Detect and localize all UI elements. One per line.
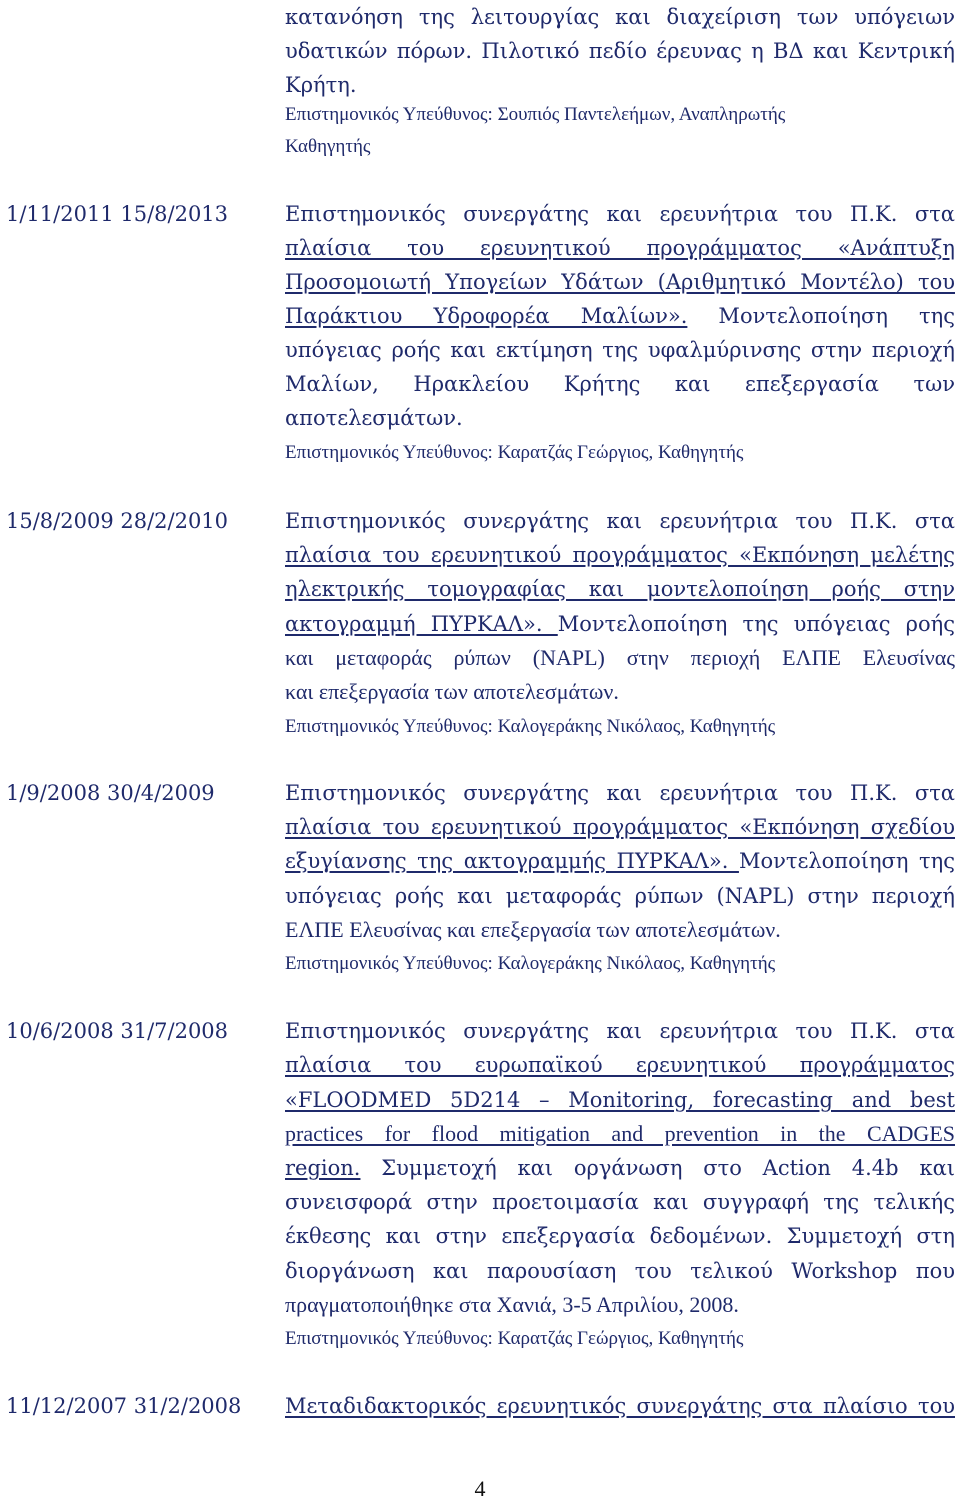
- project-title-line: πλαίσια του ερευνητικού προγράμματος «Εκπόνηση μελέτης: [285, 543, 955, 567]
- description-start: Μοντελοποίηση της υπόγειας ροής: [557, 612, 955, 636]
- body-line: υπόγειας ροής και εκτίμηση της υφαλμύρινσης στην περιοχή: [285, 338, 955, 362]
- description-start: Συμμετοχή και οργάνωση στο Action 4.4b και: [360, 1156, 955, 1180]
- project-title-line: πλαίσια του ευρωπαϊκού ερευνητικού προγράμματος: [285, 1053, 955, 1077]
- project-title-line: practices for flood mitigation and prevention in the CADGES: [285, 1121, 955, 1146]
- body-line: [285, 1151, 955, 1185]
- body-line: [285, 299, 955, 333]
- body-line: ΕΛΠΕ Ελευσίνας και επεξεργασία των αποτελεσμάτων.: [285, 917, 781, 942]
- entry-dates: 1/11/2011 15/8/2013: [6, 202, 229, 226]
- body-line: Μαλίων, Ηρακλείου Κρήτης και επεξεργασία των: [285, 372, 955, 396]
- body-line: [285, 607, 955, 641]
- entry-dates: 15/8/2009 28/2/2010: [6, 509, 229, 533]
- project-title-end: εξυγίανσης της ακτογραμμής ΠΥΡΚΑΛ».: [285, 849, 739, 873]
- body-line: υπόγειας ροής και μεταφοράς ρύπων (NAPL) στην περιοχή: [285, 884, 955, 908]
- body-line: έκθεσης και στην επεξεργασία δεδομένων. Συμμετοχή στη: [285, 1224, 955, 1248]
- project-title-end: Παράκτιου Υδροφορέα Μαλίων».: [285, 304, 688, 328]
- body-line: Επιστημονικός συνεργάτης και ερευνήτρια του Π.Κ. στα: [285, 202, 955, 226]
- project-title-end: region.: [285, 1156, 361, 1180]
- body-line: Επιστημονικός συνεργάτης και ερευνήτρια του Π.Κ. στα: [285, 1019, 955, 1043]
- entry-dates: 11/12/2007 31/2/2008: [6, 1394, 242, 1418]
- project-title-line: Μεταδιδακτορικός ερευνητικός συνεργάτης στα πλαίσιο του: [285, 1394, 955, 1418]
- body-line: συνεισφορά στην προετοιμασία και συγγραφή της τελικής: [285, 1190, 955, 1214]
- body-line: και μεταφοράς ρύπων (NAPL) στην περιοχή ΕΛΠΕ Ελευσίνας: [285, 645, 955, 670]
- project-title-end: ακτογραμμή ΠΥΡΚΑΛ».: [285, 612, 558, 636]
- project-title-line: Προσομοιωτή Υπογείων Υδάτων (Αριθμητικό Μοντέλο) του: [285, 270, 955, 294]
- body-line: αποτελεσμάτων.: [285, 406, 463, 430]
- supervisor-line: Επιστημονικός Υπεύθυνος: Καλογεράκης Νικόλαος, Καθηγητής: [285, 716, 776, 737]
- project-title-line: πλαίσια του ερευνητικού προγράμματος «Ανάπτυξη: [285, 236, 955, 260]
- description-start: Μοντελοποίηση της: [687, 304, 955, 328]
- body-line: [285, 844, 955, 878]
- body-line: και επεξεργασία των αποτελεσμάτων.: [285, 679, 619, 704]
- supervisor-line: Επιστημονικός Υπεύθυνος: Καλογεράκης Νικόλαος, Καθηγητής: [285, 953, 776, 974]
- project-title-line: πλαίσια του ερευνητικού προγράμματος «Εκπόνηση σχεδίου: [285, 815, 955, 839]
- supervisor-line: Επιστημονικός Υπεύθυνος: Καρατζάς Γεώργιος, Καθηγητής: [285, 442, 744, 463]
- project-title-line: «FLOODMED 5D214 – Monitoring, forecasting and best: [285, 1088, 955, 1112]
- supervisor-line: Επιστημονικός Υπεύθυνος: Καρατζάς Γεώργιος, Καθηγητής: [285, 1328, 744, 1349]
- body-line: κατανόηση της λειτουργίας και διαχείριση των υπόγειων: [285, 5, 955, 29]
- description-start: Μοντελοποίηση της: [738, 849, 955, 873]
- body-line: Επιστημονικός συνεργάτης και ερευνήτρια του Π.Κ. στα: [285, 509, 955, 533]
- supervisor-line: Καθηγητής: [285, 136, 371, 157]
- entry-dates: 1/9/2008 30/4/2009: [6, 781, 215, 805]
- supervisor-line: Επιστημονικός Υπεύθυνος: Σουπιός Παντελεήμων, Αναπληρωτής: [285, 104, 786, 125]
- entry-dates: 10/6/2008 31/7/2008: [6, 1019, 229, 1043]
- page-number: 4: [474, 1476, 486, 1501]
- project-title-line: ηλεκτρικής τομογραφίας και μοντελοποίηση ροής στην: [285, 577, 955, 601]
- body-line: Επιστημονικός συνεργάτης και ερευνήτρια του Π.Κ. στα: [285, 781, 955, 805]
- body-line: υδατικών πόρων. Πιλοτικό πεδίο έρευνας η ΒΔ και Κεντρική: [285, 39, 955, 63]
- body-line: Κρήτη.: [285, 73, 357, 97]
- body-line: πραγματοποιήθηκε στα Χανιά, 3-5 Απριλίου, 2008.: [285, 1292, 739, 1317]
- body-line: διοργάνωση και παρουσίαση του τελικού Workshop που: [285, 1259, 955, 1283]
